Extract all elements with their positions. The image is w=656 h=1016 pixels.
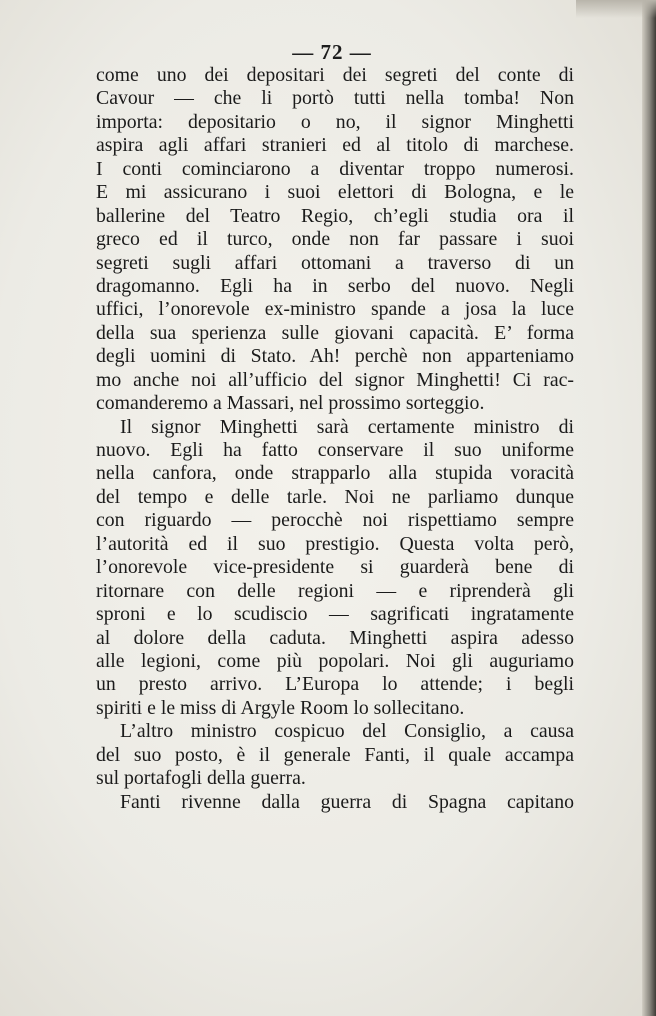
text-line: Fanti rivenne dalla guerra di Spagna capitano xyxy=(120,790,574,813)
text-line: come uno dei depositari dei segreti del conte di xyxy=(96,64,574,86)
text-line: sul portafogli della guerra. xyxy=(96,767,306,790)
text-line: con riguardo — perocchè noi rispettiamo sempre xyxy=(96,509,574,532)
text-line: ballerine del Teatro Regio, ch’egli studia ora il xyxy=(96,204,574,227)
body-text xyxy=(96,64,574,814)
text-line: al dolore della caduta. Minghetti aspira adesso xyxy=(96,626,574,649)
text-line: Il signor Minghetti sarà certamente ministro di xyxy=(120,415,574,438)
text-line: degli uomini di Stato. Ah! perchè non apparteniamo xyxy=(96,345,574,368)
text-line: ritornare con delle regioni — e riprenderà gli xyxy=(96,579,574,602)
text-line: sproni e lo scudiscio — sagrificati ingratamente xyxy=(96,603,574,626)
page-number: — 72 — xyxy=(292,40,372,64)
text-line: alle legioni, come più popolari. Noi gli auguriamo xyxy=(96,649,574,672)
text-line: dragomanno. Egli ha in serbo del nuovo. Negli xyxy=(96,274,574,297)
text-line: un presto arrivo. L’Europa lo attende; i begli xyxy=(96,673,574,696)
text-line: aspira agli affari stranieri ed al titolo di marchese. xyxy=(96,134,574,157)
text-line: nuovo. Egli ha fatto conservare il suo uniforme xyxy=(96,439,574,461)
text-line: importa: depositario o no, il signor Minghetti xyxy=(96,110,574,133)
text-line: L’altro ministro cospicuo del Consiglio, a causa xyxy=(120,720,574,743)
text-line: del suo posto, è il generale Fanti, il quale accampa xyxy=(96,743,574,766)
text-line: spiriti e le miss di Argyle Room lo sollecitano. xyxy=(96,696,465,719)
text-line: Cavour — che li portò tutti nella tomba! Non xyxy=(96,87,574,110)
text-line: l’autorità ed il suo prestigio. Questa volta però, xyxy=(96,532,574,555)
text-line: nella canfora, onde strapparlo alla stupida voracità xyxy=(96,462,574,485)
text-line: comanderemo a Massari, nel prossimo sorteggio. xyxy=(96,392,485,415)
text-line: I conti cominciarono a diventar troppo numerosi. xyxy=(96,157,574,180)
text-line: uffici, l’onorevole ex-ministro spande a josa la luce xyxy=(96,298,574,321)
text-line: del tempo e delle tarle. Noi ne parliamo dunque xyxy=(96,485,574,508)
text-line: greco ed il turco, onde non far passare i suoi xyxy=(96,228,574,251)
text-line: della sua sperienza sulle giovani capacità. E’ forma xyxy=(96,321,574,344)
page-corner-shadow xyxy=(576,0,656,18)
text-line: mo anche noi all’ufficio del signor Minghetti! Ci rac- xyxy=(96,368,574,391)
text-line: segreti sugli affari ottomani a traverso di un xyxy=(96,251,574,274)
text-line: E mi assicurano i suoi elettori di Bologna, e le xyxy=(96,181,574,204)
page-edge-shadow xyxy=(642,0,656,1016)
text-line: l’onorevole vice-presidente si guarderà bene di xyxy=(96,556,574,579)
